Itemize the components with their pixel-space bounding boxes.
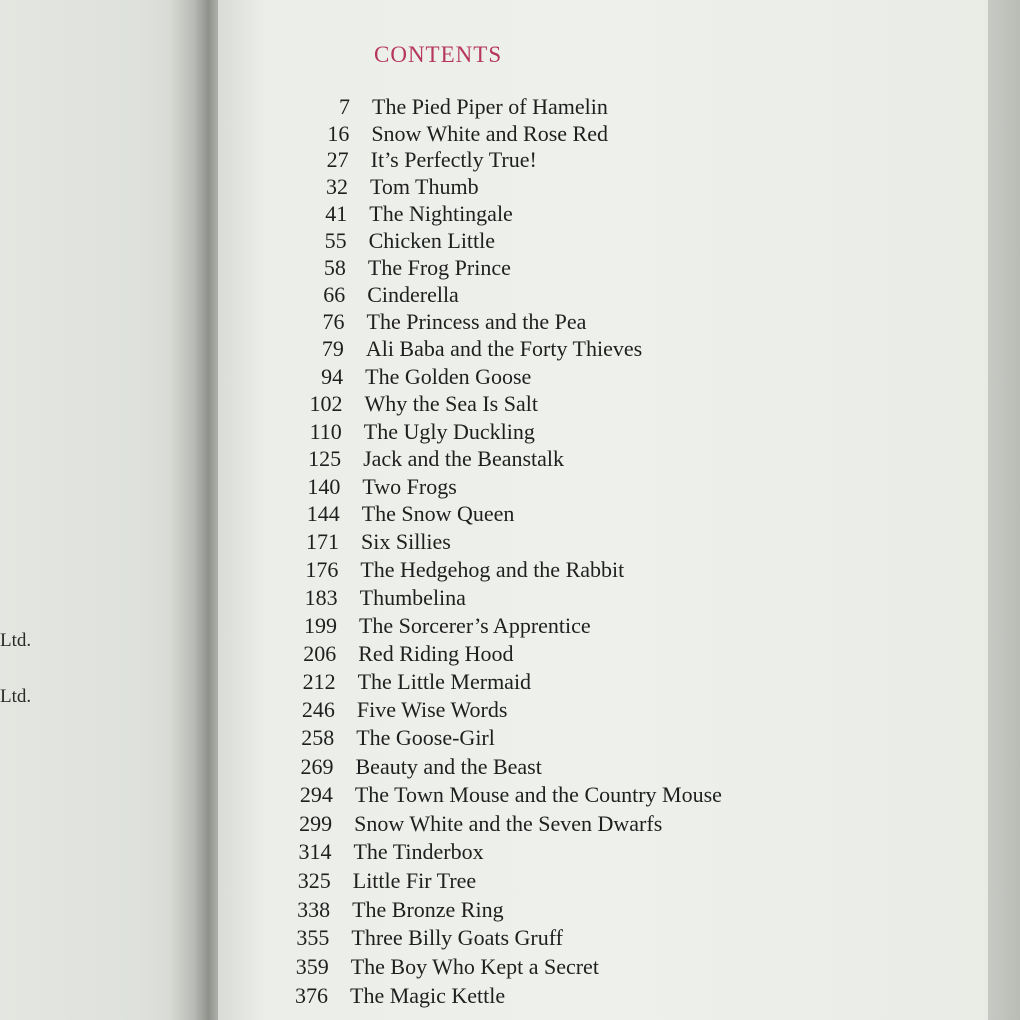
toc-story-title: The Sorcerer’s Apprentice: [358, 612, 591, 638]
toc-page-number: 94: [321, 363, 344, 389]
toc-page-number: 102: [309, 391, 343, 417]
toc-page-number: 269: [300, 753, 334, 779]
toc-page-number: 338: [297, 896, 331, 922]
toc-page-number: 16: [327, 120, 350, 146]
toc-story-title: Five Wise Words: [356, 697, 508, 723]
toc-page-number: 246: [301, 697, 335, 723]
toc-story-title: The Bronze Ring: [352, 896, 504, 922]
toc-story-title: The Frog Prince: [367, 254, 511, 280]
toc-story-title: Two Frogs: [362, 473, 457, 499]
toc-story-title: The Goose-Girl: [356, 725, 495, 751]
toc-story-title: The Snow Queen: [361, 501, 515, 527]
toc-story-title: Why the Sea Is Salt: [364, 391, 538, 417]
toc-page-number: 58: [323, 254, 346, 280]
toc-story-title: The Hedgehog and the Rabbit: [360, 556, 625, 582]
toc-page-number: 171: [306, 529, 339, 555]
toc-story-title: Six Sillies: [361, 529, 451, 555]
toc-page-number: 110: [309, 418, 342, 444]
toc-story-title: The Princess and the Pea: [366, 309, 587, 335]
toc-story-title: The Tinderbox: [353, 839, 484, 865]
toc-page-number: 144: [306, 501, 340, 527]
toc-page-number: 314: [298, 839, 332, 865]
toc-story-title: Ali Baba and the Forty Thieves: [365, 336, 643, 362]
toc-page-number: 27: [326, 147, 349, 173]
toc-story-title: Little Fir Tree: [352, 867, 477, 893]
toc-page-number: 376: [295, 983, 328, 1009]
toc-page-number: 299: [299, 810, 333, 836]
toc-page-number: 355: [296, 925, 330, 951]
left-page-fragment: Ltd.: [0, 630, 32, 651]
toc-page-number: 32: [325, 174, 348, 200]
toc-page-number: 206: [303, 640, 337, 666]
toc-story-title: The Nightingale: [369, 200, 513, 226]
toc-page-number: 140: [307, 473, 341, 499]
toc-page-number: 66: [323, 282, 346, 308]
toc-story-title: The Town Mouse and the Country Mouse: [354, 782, 722, 808]
toc-page-number: 176: [305, 556, 339, 582]
toc-page-number: 199: [303, 612, 337, 638]
toc-page-number: 76: [322, 309, 345, 335]
toc-page-number: 55: [324, 227, 347, 253]
toc-page-number: 79: [321, 336, 344, 362]
toc-story-title: Red Riding Hood: [358, 640, 514, 666]
toc-story-title: The Little Mermaid: [357, 668, 532, 694]
toc-story-title: It’s Perfectly True!: [370, 147, 537, 173]
toc-page-number: 212: [302, 668, 336, 694]
toc-page-number: 183: [304, 584, 338, 610]
toc-story-title: Three Billy Goats Gruff: [351, 925, 563, 951]
toc-story-title: Tom Thumb: [369, 174, 479, 200]
toc-page-number: 41: [325, 200, 348, 226]
contents-heading: CONTENTS: [374, 42, 503, 67]
toc-page-number: 7: [339, 94, 350, 119]
toc-story-title: Snow White and Rose Red: [371, 120, 608, 146]
toc-story-title: Jack and the Beanstalk: [363, 446, 565, 472]
toc-story-title: The Ugly Duckling: [363, 418, 535, 444]
page-edge-shadow: [988, 0, 1020, 1020]
toc-story-title: Chicken Little: [368, 227, 496, 253]
toc-page-number: 294: [299, 782, 333, 808]
toc-story-title: The Pied Piper of Hamelin: [372, 94, 608, 119]
toc-page-number: 258: [301, 725, 335, 751]
toc-page-number: 359: [295, 954, 329, 980]
toc-story-title: Snow White and the Seven Dwarfs: [354, 810, 663, 836]
toc-story-title: The Magic Kettle: [350, 983, 506, 1009]
toc-story-title: Beauty and the Beast: [355, 753, 542, 779]
toc-story-title: Cinderella: [367, 282, 459, 308]
left-page-fragment: Ltd.: [0, 686, 32, 707]
toc-story-title: The Boy Who Kept a Secret: [350, 954, 599, 980]
toc-story-title: Thumbelina: [359, 584, 466, 610]
toc-page-number: 125: [308, 446, 342, 472]
toc-page-number: 325: [297, 867, 331, 893]
toc-story-title: The Golden Goose: [365, 363, 532, 389]
